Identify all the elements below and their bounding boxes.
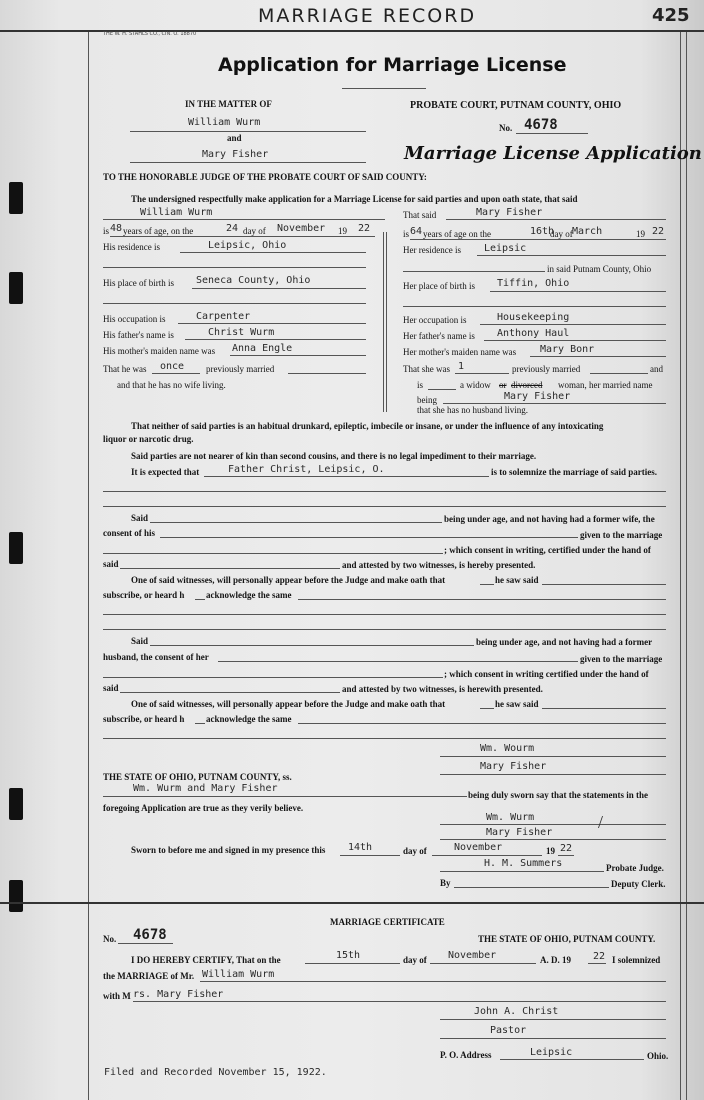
underline [103,629,666,630]
bride-married-suffix: previously married [512,364,581,374]
bride-and: and [650,364,663,374]
underline [558,855,574,856]
underline [480,324,666,325]
underline [298,723,666,724]
and-label: and [227,133,242,143]
application-title: Application for Marriage License [218,54,567,76]
underline [230,355,366,356]
bride-day-of: day of [550,229,573,239]
groom-age-text: years of age, on the [123,226,194,236]
certificate-title: MARRIAGE CERTIFICATE [330,917,445,927]
consent-m-said: Said [131,513,149,523]
consent-f-said2: said [103,683,119,693]
consent-f-under-age: being under age, and not having had a former [476,637,653,647]
underline [200,981,666,982]
underline [130,162,366,163]
expected-officiant: Father Christ, Leipsic, O. [228,464,385,475]
cert-no-label: No. [103,934,117,944]
groom-married-suffix: previously married [206,364,275,374]
consent-m-said2: said [103,559,119,569]
signature-groom: Wm. Wourm [480,743,535,754]
matter-bride: Mary Fisher [202,149,269,160]
underline [477,255,666,256]
section-divider [0,902,704,904]
gothic-title: Marriage License Application [404,143,702,164]
cert-officiant: John A. Christ [474,1006,559,1017]
cert-year: 22 [593,951,606,962]
cert-marriage-of: the MARRIAGE of Mr. [103,971,195,981]
sworn-year: 22 [560,843,573,854]
binder-hole [9,532,23,564]
underline [185,339,366,340]
state-ss: THE STATE OF OHIO, PUTNAM COUNTY, ss. [103,772,292,782]
underline [490,291,666,292]
widow-label: a widow [460,380,491,390]
cert-day: 15th [336,950,361,961]
underline [103,267,366,268]
bride-in-county: in said Putnam County, Ohio [547,264,652,274]
bride-birthplace-label: Her place of birth is [403,281,475,291]
groom-age: 48 [110,223,123,234]
consent-f-husband: husband, the consent of her [103,652,209,662]
consent-m-saw: he saw said [495,575,539,585]
cert-po-label: P. O. Address [440,1050,492,1060]
consent-m-which: ; which consent in writing, certified under the hand of [444,545,651,555]
bride-occupation: Housekeeping [497,312,570,323]
consent-f-one-of: One of said witnesses, will personally appear before the Judge and make oath that [131,699,446,709]
underline [110,236,375,237]
consent-f-which: ; which consent in writing certified under the hand of [444,669,649,679]
bride-is-label: is [403,229,410,239]
consent-f-subscribe: subscribe, or heard h [103,714,185,724]
underline [430,963,536,964]
underline [103,796,467,797]
bride-married-times: 1 [458,361,465,372]
bride-mother-label: Her mother's maiden name was [403,347,517,357]
underline [103,506,666,507]
sworn-names: Wm. Wurm and Mary Fisher [133,783,278,794]
consent-m-attested: and attested by two witnesses, is hereby presented. [342,560,536,570]
underline [130,131,366,132]
underline [120,692,340,693]
underline [455,373,509,374]
underline [192,288,366,289]
matter-groom: William Wurm [188,117,261,128]
groom-married-prefix: That he was [103,364,147,374]
bride-year-prefix: 19 [636,229,645,239]
bride-age-text: years of age on the [423,229,491,239]
underline [480,584,494,585]
consent-f-given: given to the marriage [580,654,663,664]
groom-occupation-label: His occupation is [103,314,166,324]
being-label: being [417,395,437,405]
groom-day-of: day of [243,226,266,236]
signature-bride-2: Mary Fisher [486,827,553,838]
bride-father-label: Her father's name is [403,331,475,341]
underline [454,887,609,888]
binder-hole [9,272,23,304]
cert-officiant-title: Pastor [490,1025,527,1036]
consent-m-subscribe: subscribe, or heard h [103,590,185,600]
binder-hole [9,182,23,214]
bride-age: 64 [410,226,423,237]
probate-judge-label: Probate Judge. [606,863,664,873]
consent-f-attested: and attested by two witnesses, is herewith presented. [342,684,543,694]
underline [103,219,385,220]
groom-married-times: once [160,361,185,372]
groom-birthplace-label: His place of birth is [103,278,174,288]
bride-occupation-label: Her occupation is [403,315,467,325]
cert-groom: William Wurm [202,969,275,980]
by-label: By [440,878,451,888]
underline [204,476,489,477]
underline [440,839,666,840]
underline [103,738,666,739]
underline [432,855,542,856]
sworn-day-of: day of [403,846,427,856]
deputy-clerk-label: Deputy Clerk. [611,879,666,889]
underline [588,963,606,964]
underline [160,537,578,538]
consent-m-acknowledge: acknowledge the same [206,590,292,600]
underline [120,568,340,569]
groom-birth-year: 22 [358,223,371,234]
pen-mark: / [598,812,604,832]
expected-suffix: is to solemnize the marriage of said parties. [491,467,657,477]
that-said-label: That said [403,210,437,220]
binder-hole [9,880,23,912]
record-header-title: MARRIAGE RECORD [258,5,477,27]
cert-month: November [448,950,497,961]
right-margin-rule [680,32,681,1100]
groom-birth-month: November [277,223,326,234]
para-drunkard-2: liquor or narcotic drug. [103,434,194,444]
or-struck: or [499,380,507,390]
groom-birth-day: 24 [226,223,239,234]
underline [118,943,173,944]
bride-father: Anthony Haul [497,328,570,339]
bride-residence-label: Her residence is [403,245,461,255]
underline [440,824,666,825]
groom-is-label: is [103,226,110,236]
underline [150,645,474,646]
cert-ad: A. D. 19 [540,955,571,965]
groom-name: William Wurm [140,207,213,218]
underline [440,871,604,872]
cert-po: Leipsic [530,1047,573,1058]
underline [298,599,666,600]
column-divider-2 [386,232,387,412]
sworn-label: Sworn to before me and signed in my presence this [131,845,326,855]
intro-text: The undersigned respectfully make application for a Marriage License for said parties and upon oath state, that said [131,194,578,204]
binder-hole [9,788,23,820]
bride-married-prefix: That she was [403,364,450,374]
underline [103,677,443,678]
underline [542,584,666,585]
underline [500,1059,644,1060]
cert-with-m: with M [103,991,131,1001]
bride-residence: Leipsic [484,243,527,254]
underline [410,239,666,240]
consent-f-acknowledge: acknowledge the same [206,714,292,724]
in-the-matter-label: IN THE MATTER OF [185,99,272,109]
groom-father-label: His father's name is [103,330,174,340]
underline [152,373,200,374]
filed-recorded: Filed and Recorded November 15, 1922. [104,1067,327,1078]
column-divider [383,232,384,412]
sworn-day: 14th [348,842,373,853]
underline [403,271,545,272]
bride-is-a: is [417,380,424,390]
judge-name: H. M. Summers [484,858,563,869]
underline [178,323,366,324]
underline [480,708,494,709]
application-number: 4678 [524,117,558,133]
no-label: No. [499,123,513,133]
underline [340,855,400,856]
bride-birthplace: Tiffin, Ohio [497,278,570,289]
underline [150,522,442,523]
para-drunkard: That neither of said parties is an habitual drunkard, epileptic, imbecile or insane, or under the influence of any intoxicating [131,421,604,431]
consent-m-one-of: One of said witnesses, will personally appear before the Judge and make oath that [131,575,446,585]
groom-residence-label: His residence is [103,242,160,252]
underline [590,373,648,374]
underline [428,389,456,390]
cert-bride: rs. Mary Fisher [133,989,224,1000]
page-number: 425 [652,5,690,26]
underline [103,491,666,492]
underline [440,774,666,775]
consent-m-given: given to the marriage [580,530,663,540]
to-judge: TO THE HONORABLE JUDGE OF THE PROBATE COURT OF SAID COUNTY: [103,172,427,182]
cert-day-of: day of [403,955,427,965]
underline [542,708,666,709]
consent-m-of-his: consent of his [103,528,156,538]
expected-label: It is expected that [131,467,200,477]
cert-solemnized: I solemnized [612,955,661,965]
printer-imprint: THE W. H. STAHLS CO., CIN. O. 18870 [103,31,197,37]
sworn-month: November [454,842,503,853]
divorced-struck: divorced [511,380,543,390]
groom-birthplace: Seneca County, Ohio [196,275,311,286]
underline [440,1038,666,1039]
underline [443,403,666,404]
groom-no-wife: and that he has no wife living. [117,380,226,390]
underline [133,1001,666,1002]
being-sworn: being duly sworn say that the statements in the [468,790,649,800]
groom-residence: Leipsic, Ohio [208,240,287,251]
groom-year-prefix: 19 [338,226,347,236]
consent-m-under-age: being under age, and not having had a former wife, the [444,514,655,524]
sworn-year-prefix: 19 [546,846,555,856]
bride-birth-day: 16th [530,226,555,237]
underline [484,340,666,341]
underline [218,661,578,662]
groom-mother: Anna Engle [232,343,293,354]
bride-married-name: Mary Fisher [504,391,571,402]
bride-birth-month: March [572,226,603,237]
married-name-label: woman, her married name [558,380,653,390]
right-margin-rule-2 [686,32,687,1100]
signature-bride: Mary Fisher [480,761,547,772]
consent-f-saw: he saw said [495,699,539,709]
underline [516,133,588,134]
underline [103,553,443,554]
cert-certify: I DO HEREBY CERTIFY, That on the [131,955,281,965]
cert-state: THE STATE OF OHIO, PUTNAM COUNTY. [478,934,656,944]
underline [440,756,666,757]
signature-groom-2: Wm. Wurm [486,812,535,823]
cert-number: 4678 [133,927,167,943]
left-margin-rule [88,32,89,1100]
foregoing: foregoing Application are true as they verily believe. [103,803,304,813]
underline [288,373,366,374]
underline [103,303,366,304]
bride-name: Mary Fisher [476,207,543,218]
underline [446,219,666,220]
underline [103,614,666,615]
underline [180,252,366,253]
title-underline [342,88,426,89]
underline [403,306,666,307]
groom-father: Christ Wurm [208,327,275,338]
bride-mother: Mary Bonr [540,344,595,355]
para-kin: Said parties are not nearer of kin than second cousins, and there is no legal impediment to their marriage. [131,451,537,461]
groom-occupation: Carpenter [196,311,251,322]
underline [440,1019,666,1020]
underline [305,963,400,964]
bride-birth-year: 22 [652,226,665,237]
underline [195,599,205,600]
consent-f-said: Said [131,636,149,646]
underline [195,723,205,724]
underline [530,356,666,357]
court-name: PROBATE COURT, PUTNAM COUNTY, OHIO [410,100,622,111]
cert-ohio: Ohio. [647,1051,669,1061]
groom-mother-label: His mother's maiden name was [103,346,216,356]
no-husband: that she has no husband living. [417,405,528,415]
